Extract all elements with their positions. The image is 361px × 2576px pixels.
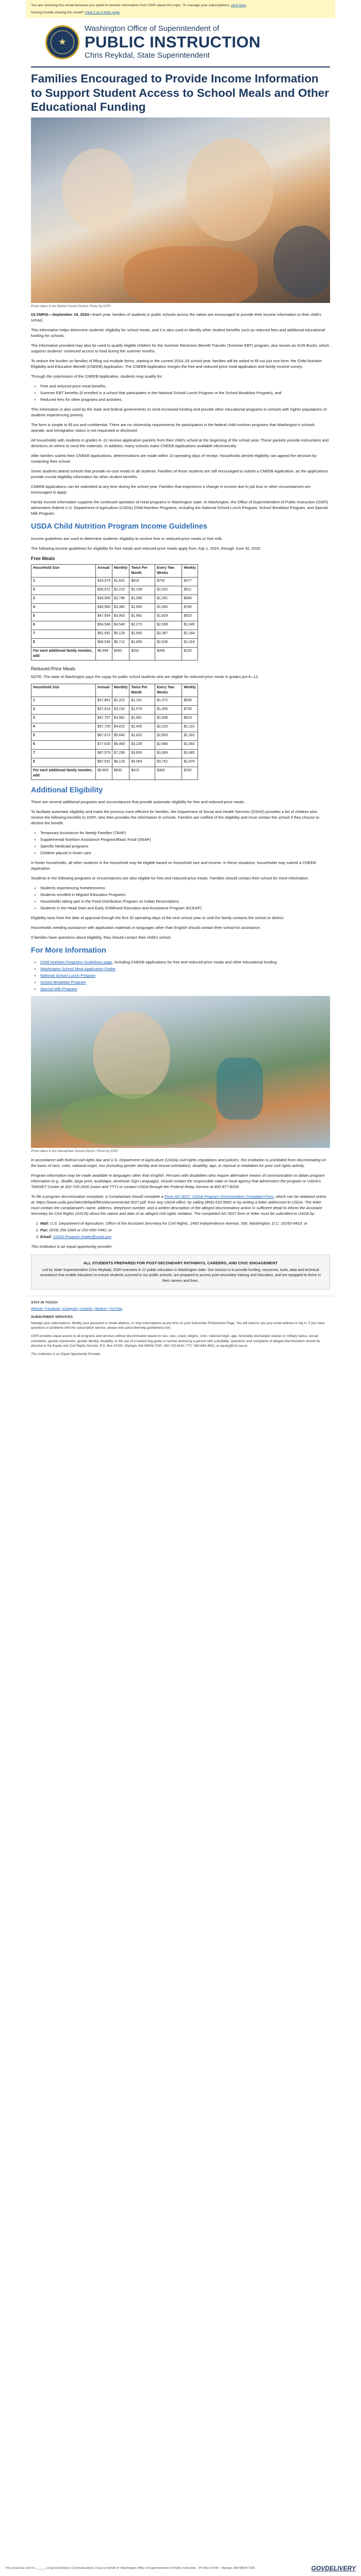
table-row <box>31 706 198 715</box>
table-cell: $2,603 <box>155 732 182 741</box>
table-cell: $1,576 <box>129 706 155 715</box>
table-cell: 3 <box>31 595 96 603</box>
table-cell: $583 <box>112 647 129 660</box>
table-cell: $1,690 <box>129 603 155 612</box>
list-item: • Free and reduced-price meal benefits, <box>40 383 330 389</box>
eligibility-paragraph: Eligibility lasts from the date of approval through the first 30 operating days of the next school year or until the family contacts the school or district. <box>31 916 285 921</box>
table-cell: $68,536 <box>96 638 112 647</box>
table-cell: $780 <box>182 603 198 612</box>
table-cell: $377 <box>182 577 198 586</box>
view-as-webpage-link[interactable]: View it as a Web page <box>85 10 120 14</box>
free-meals-title: Free Meals <box>31 555 55 561</box>
list-item: • Reduced fees for other programs and activities. <box>40 397 330 402</box>
list-item <box>40 973 330 978</box>
table-cell: 1 <box>31 697 96 706</box>
subscription-notice-bar <box>26 0 335 18</box>
table-cell: $3,152 <box>112 706 129 715</box>
benefits-list <box>40 830 330 856</box>
table-row <box>31 697 198 706</box>
list-item: • Child Nutrition Programs Guidelines page, including CNEEB applications for free and reduced-price meals and other educational funding <box>40 959 330 965</box>
table-cell: $2,367 <box>155 630 182 638</box>
table-cell: 6 <box>31 741 96 750</box>
article-paragraph: Family income information supports the continued operation of meal programs in Washington state. In Washington, the Office of Superintendent of Public Instruction (OSPI) administers federal U.S. Department of Agriculture (USDA) Child Nutrition Programs, including the National School Lunch Program, School Breakfast Program, and Special Milk Program. <box>31 500 328 516</box>
table-row <box>31 586 198 595</box>
table-cell: $2,273 <box>129 621 155 630</box>
table-row <box>31 715 198 723</box>
powered-by-bar <box>0 2564 361 2573</box>
table-cell: $19,578 <box>96 577 112 586</box>
table-row <box>31 621 198 630</box>
column-header: Monthly <box>112 684 129 697</box>
table-cell: $192 <box>182 767 198 780</box>
table-cell: 8 <box>31 758 96 767</box>
table-cell: $2,098 <box>155 621 182 630</box>
column-header: Annual <box>96 564 112 577</box>
table-row <box>31 647 198 660</box>
national-school-lunch-link[interactable]: National School Lunch Program <box>40 973 96 978</box>
table-cell: 4 <box>31 603 96 612</box>
table-cell: $1,560 <box>155 603 182 612</box>
table-cell: $97,532 <box>96 758 112 767</box>
ospi-header-banner[interactable] <box>26 18 335 67</box>
table-cell: $1,991 <box>129 715 155 723</box>
table-cell: 2 <box>31 586 96 595</box>
table-cell: $1,318 <box>182 638 198 647</box>
table-cell: $33,566 <box>96 595 112 603</box>
guidelines-heading: USDA Child Nutrition Program Income Guidelines <box>31 522 207 531</box>
table-cell: $919 <box>182 715 198 723</box>
column-header: Annual <box>96 684 112 697</box>
table-cell: $1,829 <box>155 612 182 621</box>
column-header: Household Size <box>31 684 96 697</box>
list-item: 2. Fax: (833) 256-1665 or 202-690-7442; or <box>40 1227 330 1233</box>
table-cell: $1,838 <box>155 715 182 723</box>
table-cell: $2,636 <box>155 638 182 647</box>
eligibility-paragraph: If families have questions about eligibility, they should contact their child's school. <box>31 935 172 940</box>
table-cell: $1,022 <box>155 586 182 595</box>
table-cell: 2 <box>31 706 96 715</box>
more-info-links <box>40 959 330 992</box>
article-paragraph: This information is also used by the state and federal governments to send increased funding and provide other educational programs in schools with higher populations of students experiencing poverty. <box>31 407 327 418</box>
nondiscrimination-statement: In accordance with federal civil rights law and U.S. Department of Agriculture (USDA) civil rights regulations and policies, this institution is prohibited from discriminating on the basis of race, color, national origin, sex (including gender identity and sexual orientation), disability, age, or reprisal or retaliation for prior civil rights activity. Program information may be made available in languages other than English. Persons with disabilities who require alternative means of communication to obtain program information (e.g., Braille, large print, audiotape, American Sign Language), should contact the responsible state or local agency that administers the program or USDA's TARGET Center at 202-720-2600 (voice and TTY) or contact USDA through the Federal Relay Service at 800-877-8339. To file a program discrimination complaint, a Complainant should complete a Form AD-3027, USDA Program Discrimination Complaint Form, which can be obtained online at: https://www.usda.gov/sites/default/files/documents/ad-3027.pdf, from any USDA office, by calling (866) 632-9992 or by writing a letter addressed to USDA. The letter must contain the complainant's name, address, telephone number, and a written description of the alleged discriminatory action in sufficient detail to inform the Assistant Secretary for Civil Rights (ASCR) about the nature and date of an alleged civil rights violation. The completed AD-3027 form or letter must be submitted to USDA by: 1. Mail: U.S. Department of Agriculture, Office of the Assistant Secretary for Civil Rights, 1400 Independence Avenue, SW, Washington, D.C. 20250-9410; or 2. Fax: (833) 256-1665 or 202-690-7442; or 3. Email: USDA Program Intake@usda.gov This institution is an equal opportunity provider. <box>31 1157 330 1249</box>
table-cell: $1,399 <box>129 595 155 603</box>
table-cell: 4 <box>31 723 96 732</box>
table-cell: $536 <box>182 697 198 706</box>
table-cell: $2,856 <box>129 638 155 647</box>
table-cell: $830 <box>112 767 129 780</box>
table-cell: $3,650 <box>129 750 155 758</box>
eligibility-paragraph: Students in the following programs or circumstances are also eligible for free and reduced-price meals. Families should contact their school for more information. <box>31 876 309 881</box>
list-item: 3. Email: USDA Program Intake@usda.gov <box>40 1234 330 1240</box>
equal-opportunity-note: This institution is an Equal Opportunity Provider. <box>31 1352 102 1357</box>
table-cell: $3,752 <box>155 758 182 767</box>
submission-methods-list <box>40 1221 330 1240</box>
table-cell: $7,299 <box>112 750 129 758</box>
article-paragraph: Through the submission of the CNEEB Application, students may qualify for: <box>31 374 163 379</box>
guidelines-paragraph: Income guidelines are used to determine students' eligibility to receive free or reduced-price meals or free milk. <box>31 536 223 541</box>
column-header: Weekly <box>182 564 198 577</box>
table-cell: $57,720 <box>96 723 112 732</box>
table-cell: $4,546 <box>112 621 129 630</box>
table-cell: $1,302 <box>182 732 198 741</box>
table-cell: $54,548 <box>96 621 112 630</box>
table-cell: $135 <box>182 647 198 660</box>
table-row <box>31 577 198 586</box>
washington-state-seal-icon: ★ <box>45 25 79 59</box>
list-item: • Temporary Assistance for Needy Families (TANF) <box>40 830 330 836</box>
table-cell: $47,767 <box>96 715 112 723</box>
table-cell: $26,572 <box>96 586 112 595</box>
table-cell: $1,876 <box>182 758 198 767</box>
photo-caption: Photo taken in the Wenatchee School District. Photo by OSPI. <box>31 1149 119 1154</box>
guidelines-paragraph: The following income guidelines for eligibility for free meals and reduced-price meals apply from July 1, 2024, through June 30, 2025. <box>31 546 261 551</box>
article-lead: OLYMPIA—September 19, 2024—Each year, families of students in public schools across the nation are encouraged to provide their income information to their child's school. <box>31 312 321 323</box>
article-paragraph: This information helps determine students' eligibility for school meals, and it is also used to identify other student benefits such as reduced fees and additional educational funding for schools. <box>31 328 325 338</box>
article-title: Families Encouraged to Provide Income Information to Support Student Access to School Meals and Other Educational Funding <box>31 72 329 114</box>
column-header: Twice Per Month <box>129 684 155 697</box>
table-cell: 8 <box>31 638 96 647</box>
table-cell: $1,108 <box>129 586 155 595</box>
meal-application-finder-link[interactable]: Washington School Meal Application Finder <box>40 967 116 972</box>
list-item <box>40 966 330 972</box>
table-cell: 3 <box>31 715 96 723</box>
table-cell: $40,560 <box>96 603 112 612</box>
student-lunch-photo <box>31 996 330 1148</box>
article-paragraph: After families submit their CNEEB Applications, determinations are made within 10 operating days of receipt. Households denied eligibility can appeal the decision by contacting their school. <box>31 453 317 464</box>
article-paragraph: All households with students in grades K–12 receive application packets from their child's school at the beginning of the school year. These packets provide instructions and directions on where to send the materials. In addition, many schools make CNEEB Applications available electronically. <box>31 438 329 449</box>
additional-eligibility-heading: Additional Eligibility <box>31 786 103 795</box>
article-paragraph: CNEEB Applications can be submitted at any time during the school year. Families that experience a change in income due to job loss or other circumstances are encouraged to apply. <box>31 484 310 495</box>
table-cell: 5 <box>31 612 96 621</box>
table-cell: $4,810 <box>112 723 129 732</box>
table-cell: $753 <box>155 577 182 586</box>
table-cell: $77,626 <box>96 741 112 750</box>
table-cell: $269 <box>155 647 182 660</box>
reduced-meals-title: Reduced-Price Meals <box>31 666 76 671</box>
more-info-heading: For More Information <box>31 946 106 955</box>
list-item: • Children placed in foster care <box>40 850 330 856</box>
table-row <box>31 741 198 750</box>
table-cell: $2,322 <box>112 697 129 706</box>
table-cell: For each additional family member, add: <box>31 767 96 780</box>
qualify-list <box>40 383 330 402</box>
free-meals-table <box>31 564 198 660</box>
ospi-mission-box: ALL STUDENTS PREPARED FOR POST-SECONDARY PATHWAYS, CAREERS, AND CIVIC ENGAGEMENT Led by State Superintendent Chris Reykdal, OSPI oversees K-12 public education in Washington state. Our mission is to provide funding, resources, tools, data and technical assistance that enable educators to ensure students succeed in our public schools, are prepared to access post-secondary training and education, and are equipped to thrive in their careers and lives. <box>31 1255 330 1289</box>
table-cell: $67,673 <box>96 732 112 741</box>
column-header: Monthly <box>112 564 129 577</box>
reduced-meals-table <box>31 684 198 780</box>
table-row <box>31 732 198 741</box>
table-cell: $1,049 <box>182 621 198 630</box>
table-cell: $3,380 <box>112 603 129 612</box>
table-cell: $6,469 <box>112 741 129 750</box>
students-eating-photo <box>31 117 330 303</box>
table-cell: $1,161 <box>129 697 155 706</box>
column-header: Every Two Weeks <box>155 564 182 577</box>
table-cell: $27,861 <box>96 697 112 706</box>
table-cell: 1 <box>31 577 96 586</box>
list-item <box>40 979 330 985</box>
table-cell: $6,994 <box>96 647 112 660</box>
list-item: • Specific Medicaid programs <box>40 843 330 849</box>
table-row <box>31 603 198 612</box>
table-cell: 7 <box>31 750 96 758</box>
table-cell: 6 <box>31 621 96 630</box>
table-cell: $2,986 <box>155 741 182 750</box>
list-item: • Summer EBT benefits (if enrolled in a school that participates in the National School Lunch Program or the School Breakfast Program), and <box>40 390 330 396</box>
table-cell: $646 <box>182 595 198 603</box>
list-item: 1. Mail: U.S. Department of Agriculture, Office of the Assistant Secretary for Civil Rights, 1400 Independence Avenue, SW, Washington, D.C. 20250-9410; or <box>40 1221 330 1226</box>
list-item <box>40 986 330 992</box>
eligibility-paragraph: To facilitate automatic eligibility and make the process more efficient for families, the Department of Social and Health Services (DSHS) provides a list of children who receive the following benefits to OSPI, who then provides the information to schools. Families are notified of the eligibility and must contact the school if they choose to decline the benefit. <box>31 809 319 826</box>
table-cell: 7 <box>31 630 96 638</box>
table-cell: $5,129 <box>112 630 129 638</box>
article-paragraph: Some students attend schools that provide no-cost meals to all students. Families of those students are still encouraged to submit a CNEEB Application, as the applications provide crucial eligibility information for other student benefits. <box>31 469 329 480</box>
table-cell: $816 <box>129 577 155 586</box>
programs-list <box>40 885 330 911</box>
table-cell: $511 <box>182 586 198 595</box>
social-links[interactable]: Website | Facebook | Instagram | LinkedIn | Medium | YouTube <box>31 1307 123 1311</box>
article-paragraph: The form is simple to fill out and confidential. There are no citizenship requirements for participation in the federal child nutrition programs that Washington's schools operate, and immigration status is not requested or disclosed. <box>31 422 315 433</box>
table-cell: $3,235 <box>129 741 155 750</box>
header-divider <box>31 66 330 67</box>
table-cell: $61,542 <box>96 630 112 638</box>
table-cell: $9,953 <box>96 767 112 780</box>
table-cell: $2,220 <box>155 723 182 732</box>
table-cell: $3,963 <box>112 612 129 621</box>
table-cell: $1,493 <box>182 741 198 750</box>
table-cell: $4,064 <box>129 758 155 767</box>
child-nutrition-guidelines-link[interactable]: Child Nutrition Programs Guidelines page <box>40 960 112 965</box>
table-row <box>31 612 198 621</box>
table-cell: $2,798 <box>112 595 129 603</box>
table-cell: $2,565 <box>129 630 155 638</box>
photo-caption: Photo taken in the Bethel School District. Photo by OSPI. <box>31 304 112 308</box>
ad-3027-form-link[interactable]: Form AD-3027, USDA Program Discrimination Complaint Form <box>164 1194 274 1199</box>
email-body <box>26 0 335 1365</box>
email-footer: STAY IN TOUCH Website | Facebook | Instagram | LinkedIn | Medium | YouTube SUBSCRIBER SERVICES Manage your subscriptions. Modify your password or email address, or stop subscriptions at any time on your Subscriber Preferences Page. You will need to use your email address to log in. If you have questions or problems with the subscription service, please visit subscriberhelp.govdelivery.com. OSPI provides equal access to all programs and services without discrimination based on sex, race, creed, religion, color, national origin, age, honorably discharged veteran or military status, sexual orientation, gender expression, gender identity, disability, or the use of a trained dog guide or service animal by a person with a disability. Questions and complaints of alleged discrimination should be directed to the Equity and Civil Rights Director, P.O. Box 47200, Olympia, WA 98504-7200; 360-725-6162; TTY: 360-664-3631; or equity@k12.wa.us. This institution is an Equal Opportunity Provider. <box>26 1296 335 1366</box>
eligibility-paragraph: There are several additional programs and circumstances that provide automatic eligibility for free and reduced-price meals. <box>31 800 245 805</box>
manage-subscriptions-link[interactable]: click here <box>231 4 246 7</box>
table-cell: $2,405 <box>129 723 155 732</box>
column-header: Household Size <box>31 564 96 577</box>
table-cell: 5 <box>31 732 96 741</box>
table-cell: $292 <box>129 647 155 660</box>
list-item: • Students experiencing homelessness <box>40 885 330 891</box>
list-item: • Students enrolled in Migrant Education Programs <box>40 892 330 897</box>
table-cell: $1,072 <box>155 697 182 706</box>
reduced-meals-note: NOTE: The state of Washington pays the copay for public school students who are eligible for reduced-price meals in grades pre-K–12. <box>31 674 259 679</box>
table-row <box>31 767 198 780</box>
table-cell: $5,640 <box>112 732 129 741</box>
table-row <box>31 750 198 758</box>
eligibility-paragraph: Households needing assistance with application materials in languages other than English should contact their school for assistance. <box>31 925 261 930</box>
table-row <box>31 723 198 732</box>
table-cell: $1,455 <box>155 706 182 715</box>
table-cell: $1,632 <box>112 577 129 586</box>
article-paragraph: The information provided may also be used to qualify eligible children for the Summer Electronic Benefit Transfer (Summer EBT) program, also known as SUN Bucks, which supports students' continued access to food during the summer months. <box>31 343 330 354</box>
table-cell: $1,110 <box>182 723 198 732</box>
school-breakfast-link[interactable]: School Breakfast Program <box>40 980 86 985</box>
table-row <box>31 630 198 638</box>
table-cell: $5,712 <box>112 638 129 647</box>
list-item: • Households taking part in the Food Distribution Program on Indian Reservations <box>40 899 330 904</box>
powered-by-text: This email was sent to ______ using GovDelivery Communications Cloud on behalf of: Washington Office of Superintendent of Public Instruction · PO Box 47200 · Olympia, WA 98504-7200 <box>5 2567 255 2570</box>
table-cell: $2,215 <box>112 586 129 595</box>
table-row <box>31 595 198 603</box>
table-cell: $47,554 <box>96 612 112 621</box>
article-paragraph: To reduce the burden on families of filling out multiple forms, starting in the current 2024–25 school year, families will be asked to fill out just one form: the Child Nutrition Eligibility and Education Benefit (CNEEB) Application. The CNEEB Application merges the free and reduced-price meal application and family income survey. <box>31 359 322 369</box>
special-milk-link[interactable]: Special Milk Program <box>40 987 77 992</box>
table-cell: $915 <box>182 612 198 621</box>
table-cell: $8,128 <box>112 758 129 767</box>
table-cell: $37,814 <box>96 706 112 715</box>
table-cell: $1,291 <box>155 595 182 603</box>
ospi-logo-text: Washington Office of Superintendent of PUBLIC INSTRUCTION Chris Reykdal, State Superintendent <box>85 24 261 60</box>
table-row <box>31 638 198 647</box>
table-cell: For each additional family member, add: <box>31 647 96 660</box>
table-cell: $1,685 <box>182 750 198 758</box>
eligibility-paragraph: In foster households, all other students in the household may be eligible based on household size and income. In these situations, households may submit a CNEEB Application. <box>31 860 316 871</box>
table-cell: $415 <box>129 767 155 780</box>
usda-intake-email-link[interactable]: USDA Program Intake@usda.gov <box>53 1234 112 1240</box>
column-header: Weekly <box>182 684 198 697</box>
list-item: • Students in the Head Start and Early Childhood Education and Assistance Program (ECEAP) <box>40 905 330 911</box>
subscription-notice: You are receiving this email because you opted to receive information from OSPI about this topic. To manage your subscriptions, click here. <box>31 4 247 7</box>
table-cell: $87,579 <box>96 750 112 758</box>
list-item: • Supplemental Nutrition Assistance Program/Basic Food (SNAP) <box>40 837 330 842</box>
table-cell: $3,369 <box>155 750 182 758</box>
table-cell: $1,184 <box>182 630 198 638</box>
column-header: Every Two Weeks <box>155 684 182 697</box>
article-content <box>26 72 335 1290</box>
view-as-webpage-notice: Having trouble viewing this email? View it as a Web page <box>31 10 120 14</box>
table-row <box>31 758 198 767</box>
table-cell: $383 <box>155 767 182 780</box>
table-cell: $2,820 <box>129 732 155 741</box>
govdelivery-logo[interactable]: GOVDELIVERY <box>311 2564 356 2572</box>
table-cell: $1,982 <box>129 612 155 621</box>
column-header: Twice Per Month <box>129 564 155 577</box>
equal-access-policy: OSPI provides equal access to all programs and services without discrimination based on sex, race, creed, religion, color, national origin, age, honorably discharged veteran or military status, sexual orientation, gender expression, gender identity, disability, or the use of a trained dog guide or service animal by a person with a disability. Questions and complaints of alleged discrimination should be directed to the Equity and Civil Rights Director, P.O. Box 47200, Olympia, WA 98504-7200; 360-725-6162; TTY: 360-664-3631; or equity@k12.wa.us. <box>31 1334 320 1348</box>
subscriber-services-text: Manage your subscriptions. Modify your password or email address, or stop subscriptions at any time on your Subscriber Preferences Page. You will need to use your email address to log in. If you have questions or problems with the subscription service, please visit subscriberhelp.govdelivery.com. <box>31 1321 325 1330</box>
table-cell: $3,981 <box>112 715 129 723</box>
table-cell: $728 <box>182 706 198 715</box>
